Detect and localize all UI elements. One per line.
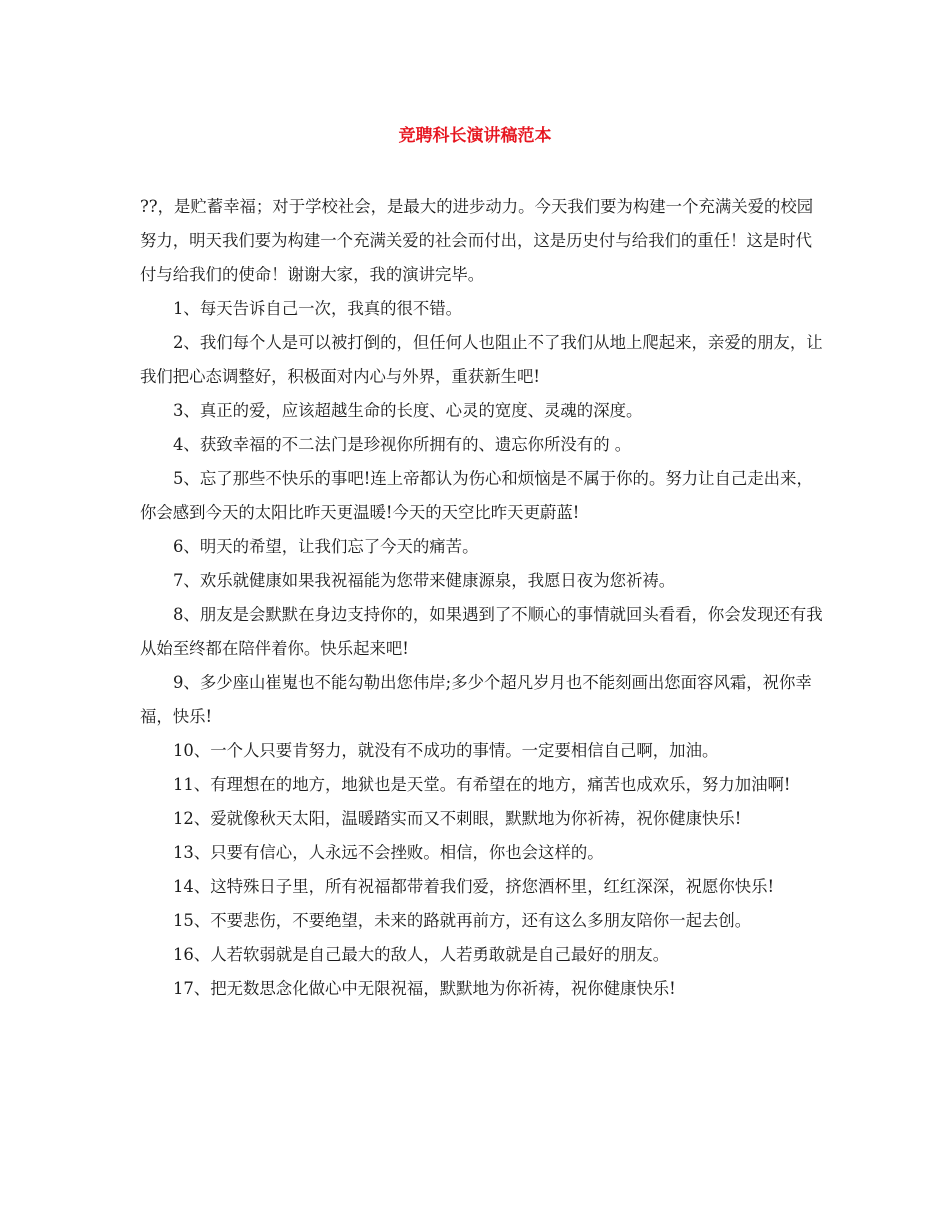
paragraph-item-17: 17、把无数思念化做心中无限祝福，默默地为你祈祷，祝你健康快乐! [173, 979, 676, 998]
paragraph-item-12: 12、爱就像秋天太阳，温暖踏实而又不刺眼，默默地为你祈祷，祝你健康快乐! [173, 809, 742, 828]
paragraph-item-9: 9、多少座山崔嵬也不能勾勒出您伟岸;多少个超凡岁月也不能刻画出您面容风霜，祝你幸福，快乐! [140, 673, 812, 726]
paragraph-item-13: 13、只要有信心，人永远不会挫败。相信，你也会这样的。 [173, 843, 604, 862]
paragraph-item-3: 3、真正的爱，应该超越生命的长度、心灵的宽度、灵魂的深度。 [173, 401, 643, 420]
paragraph-item-8: 8、朋友是会默默在身边支持你的，如果遇到了不顺心的事情就回头看看，你会发现还有我从始至终都在陪伴着你。快乐起来吧! [140, 605, 823, 658]
document-body [140, 190, 828, 1006]
paragraph-intro: ??，是贮蓄幸福；对于学校社会，是最大的进步动力。今天我们要为构建一个充满关爱的校园努力，明天我们要为构建一个充满关爱的社会而付出，这是历史付与给我们的重任！这是时代付与给我们的使命！谢谢大家，我的演讲完毕。 [140, 197, 814, 284]
paragraph-item-11: 11、有理想在的地方，地狱也是天堂。有希望在的地方，痛苦也成欢乐，努力加油啊! [173, 775, 791, 794]
paragraph-item-1: 1、每天告诉自己一次，我真的很不错。 [173, 299, 463, 318]
paragraph-item-2: 2、我们每个人是可以被打倒的，但任何人也阻止不了我们从地上爬起来，亲爱的朋友，让我们把心态调整好，积极面对内心与外界，重获新生吧! [140, 333, 823, 386]
paragraph-item-6: 6、明天的希望，让我们忘了今天的痛苦。 [173, 537, 479, 556]
paragraph-item-7: 7、欢乐就健康如果我祝福能为您带来健康源泉，我愿日夜为您祈祷。 [173, 571, 676, 590]
document-title: 竞聘科长演讲稿范本 [398, 126, 552, 146]
paragraph-item-16: 16、人若软弱就是自己最大的敌人，人若勇敢就是自己最好的朋友。 [173, 945, 670, 964]
paragraph-item-5: 5、忘了那些不快乐的事吧!连上帝都认为伤心和烦恼是不属于你的。努力让自己走出来，你会感到今天的太阳比昨天更温暖!今天的天空比昨天更蔚蓝! [140, 469, 813, 522]
paragraph-item-14: 14、这特殊日子里，所有祝福都带着我们爱，挤您酒杯里，红红深深，祝愿你快乐! [173, 877, 775, 896]
paragraph-item-15: 15、不要悲伤，不要绝望，未来的路就再前方，还有这么多朋友陪你一起去创。 [173, 911, 752, 930]
paragraph-item-4: 4、获致幸福的不二法门是珍视你所拥有的、遗忘你所没有的 。 [173, 435, 632, 454]
paragraph-item-10: 10、一个人只要肯努力，就没有不成功的事情。一定要相信自己啊，加油。 [173, 741, 719, 760]
